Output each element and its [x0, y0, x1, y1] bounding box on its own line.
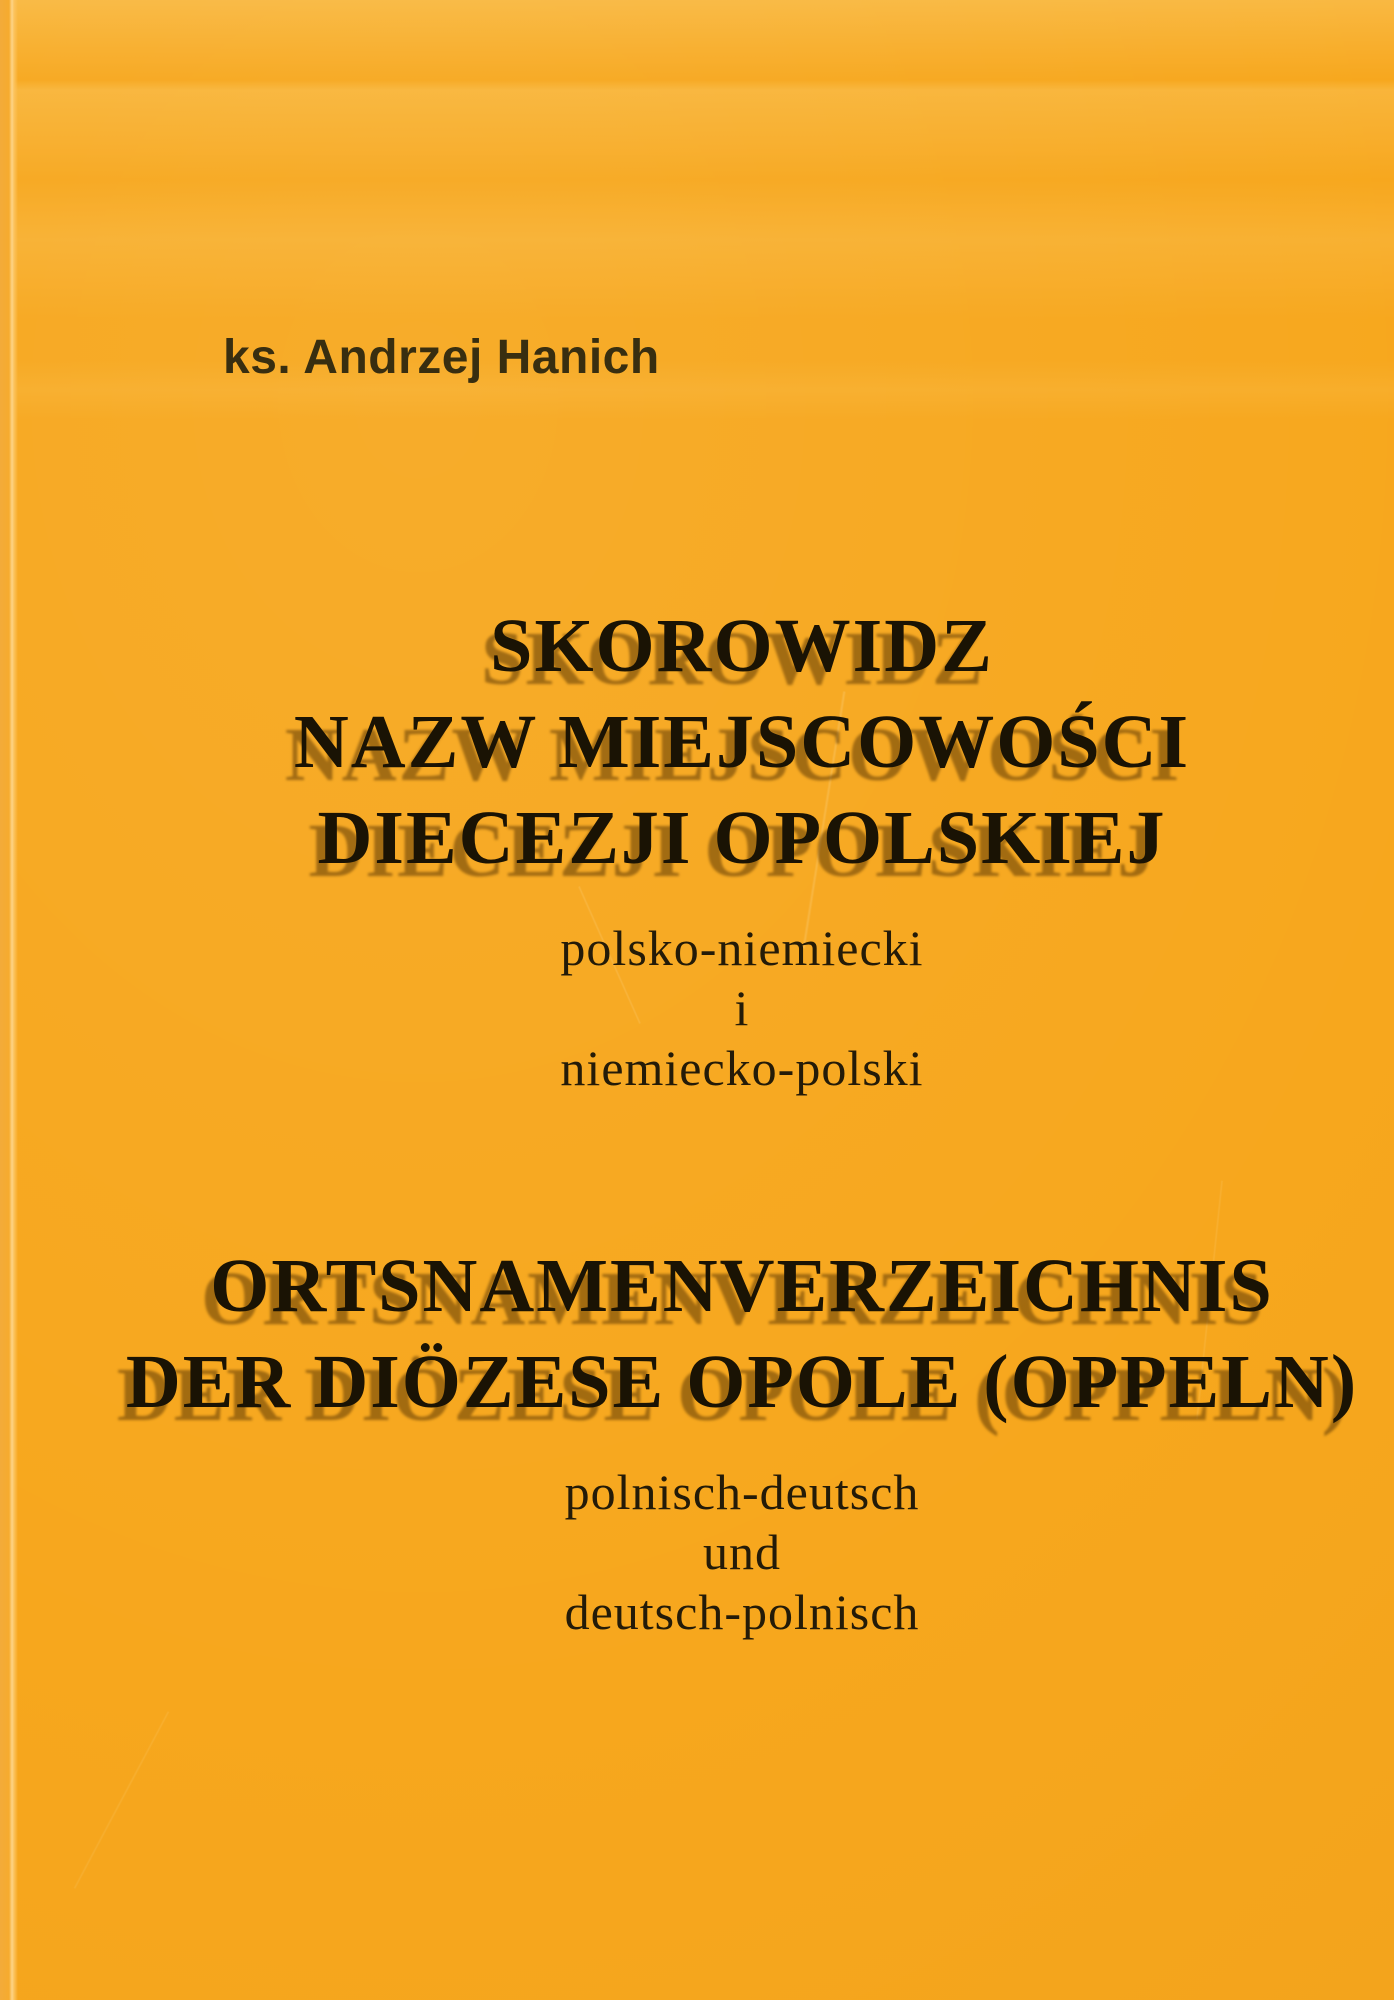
title-german-line2: DER DIÖZESE OPOLE (OPPELN) DER DIÖZESE OPOLE (OPPELN) [90, 1334, 1394, 1430]
subtitle-german-line2: und [703, 1524, 781, 1580]
subtitle-german-line3: deutsch-polnisch [564, 1584, 920, 1640]
subtitle-german-line1: polnisch-deutsch [564, 1464, 920, 1520]
author-name: ks. Andrzej Hanich [223, 331, 660, 384]
title-german-line1: ORTSNAMENVERZEICHNIS ORTSNAMENVERZEICHNIS [90, 1238, 1394, 1334]
title-polish-line3: DIECEZJI OPOLSKIEJ DIECEZJI OPOLSKIEJ [90, 790, 1394, 886]
title-german [90, 1238, 1394, 1430]
title-polish-line1: SKOROWIDZ SKOROWIDZ [90, 598, 1394, 694]
subtitle-polish-line3: niemiecko-polski [560, 1040, 924, 1096]
title-polish-line2: NAZW MIEJSCOWOŚCI NAZW MIEJSCOWOŚCI [90, 694, 1394, 790]
paper-crease [73, 1711, 170, 1889]
subtitle-german [90, 1462, 1394, 1642]
subtitle-polish [90, 918, 1394, 1098]
subtitle-polish-line2: i [734, 980, 750, 1036]
subtitle-polish-line1: polsko-niemiecki [560, 920, 924, 976]
title-polish [90, 598, 1394, 886]
spine-edge-highlight [0, 0, 18, 2000]
